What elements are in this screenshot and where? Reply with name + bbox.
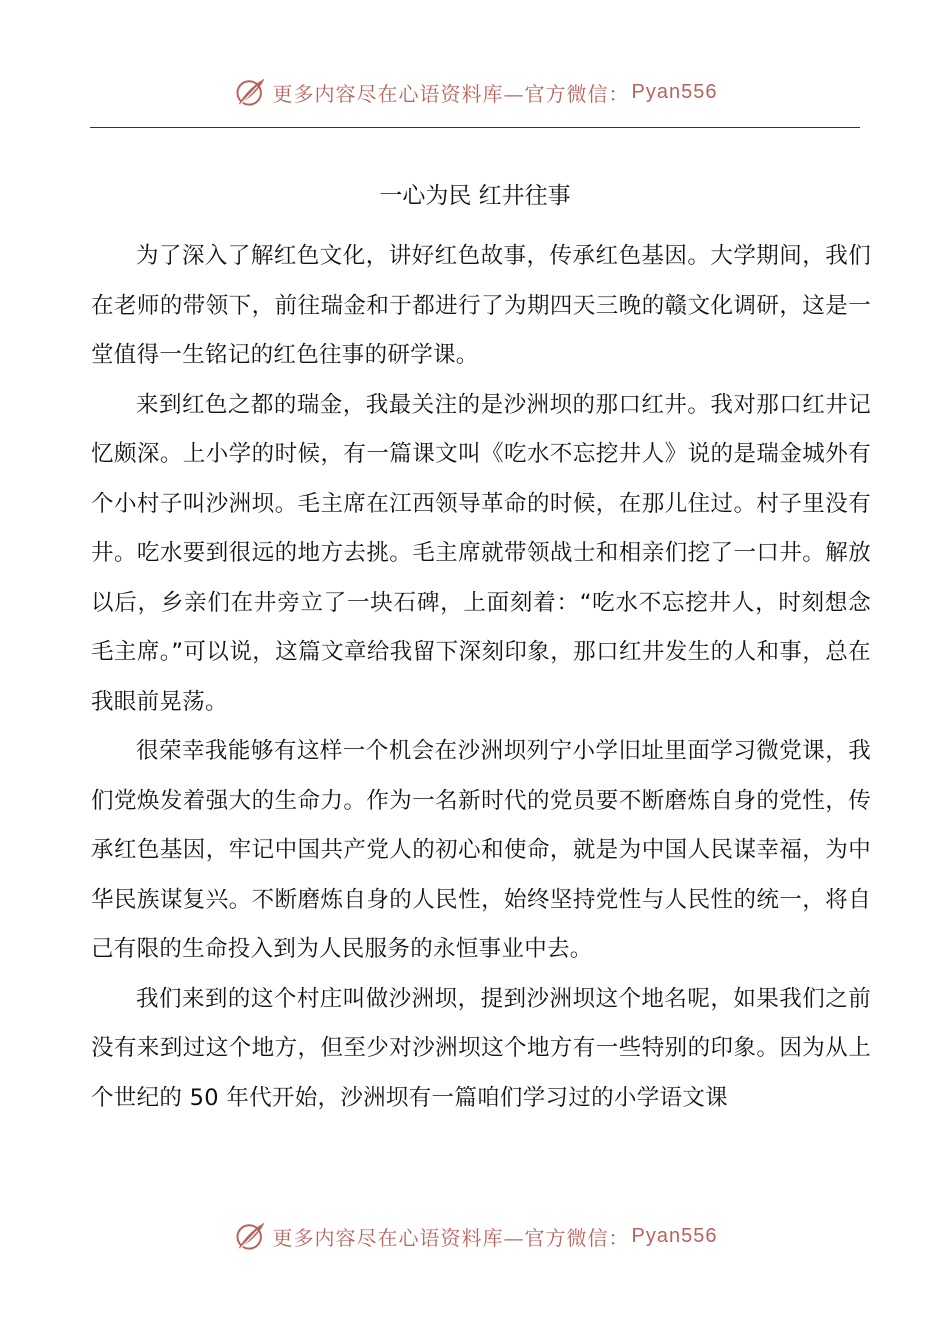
- body-paragraph-1: 为了深入了解红色文化，讲好红色故事，传承红色基因。大学期间，我们在老师的带领下，前往瑞金和于都进行了为期四天三晚的赣文化调研，这是一堂值得一生铭记的红色往事的研学课。: [91, 243, 871, 368]
- header-banner-wechat-id: Pyan556: [631, 80, 718, 103]
- body-paragraph-3: 很荣幸我能够有这样一个机会在沙洲坝列宁小学旧址里面学习微党课，我们党焕发着强大的生命力。作为一名新时代的党员要不断磨炼自身的党性，传承红色基因，牢记中国共产党人的初心和使命，就是为中国人民谋幸福，为中华民族谋复兴。不断磨炼自身的人民性，始终坚持党性与人民性的统一，将自己有限的生命投入到为人民服务的永恒事业中去。: [91, 738, 871, 962]
- header-watermark-banner: [0, 72, 950, 112]
- footer-banner-text: 更多内容尽在心语资料库—官方微信：: [272, 1225, 630, 1250]
- footer-watermark-banner: [0, 1216, 950, 1256]
- header-banner-text: 更多内容尽在心语资料库—官方微信：: [272, 81, 630, 106]
- document-title: 一心为民 红井往事: [379, 183, 571, 209]
- header-divider: [90, 127, 860, 128]
- document-body: [91, 232, 871, 1123]
- pen-nib-logo-icon: [233, 1218, 269, 1254]
- body-paragraph-2: 来到红色之都的瑞金，我最关注的是沙洲坝的那口红井。我对那口红井记忆颇深。上小学的时候，有一篇课文叫《吃水不忘挖井人》说的是瑞金城外有个小村子叫沙洲坝。毛主席在江西领导革命的时候，在那儿住过。村子里没有井。吃水要到很远的地方去挑。毛主席就带领战士和相亲们挖了一口井。解放以后，乡亲们在井旁立了一块石碑，上面刻着：“吃水不忘挖井人，时刻想念毛主席。”可以说，这篇文章给我留下深刻印象，那口红井发生的人和事，总在我眼前晃荡。: [91, 391, 871, 715]
- footer-banner-wechat-id: Pyan556: [631, 1224, 718, 1247]
- pen-nib-logo-icon: [233, 74, 269, 110]
- body-paragraph-4: 我们来到的这个村庄叫做沙洲坝，提到沙洲坝这个地名呢，如果我们之前没有来到过这个地方，但至少对沙洲坝这个地方有一些特别的印象。因为从上个世纪的 50 年代开始，沙洲坝有一篇咱们学习过的小学语文课: [91, 985, 871, 1111]
